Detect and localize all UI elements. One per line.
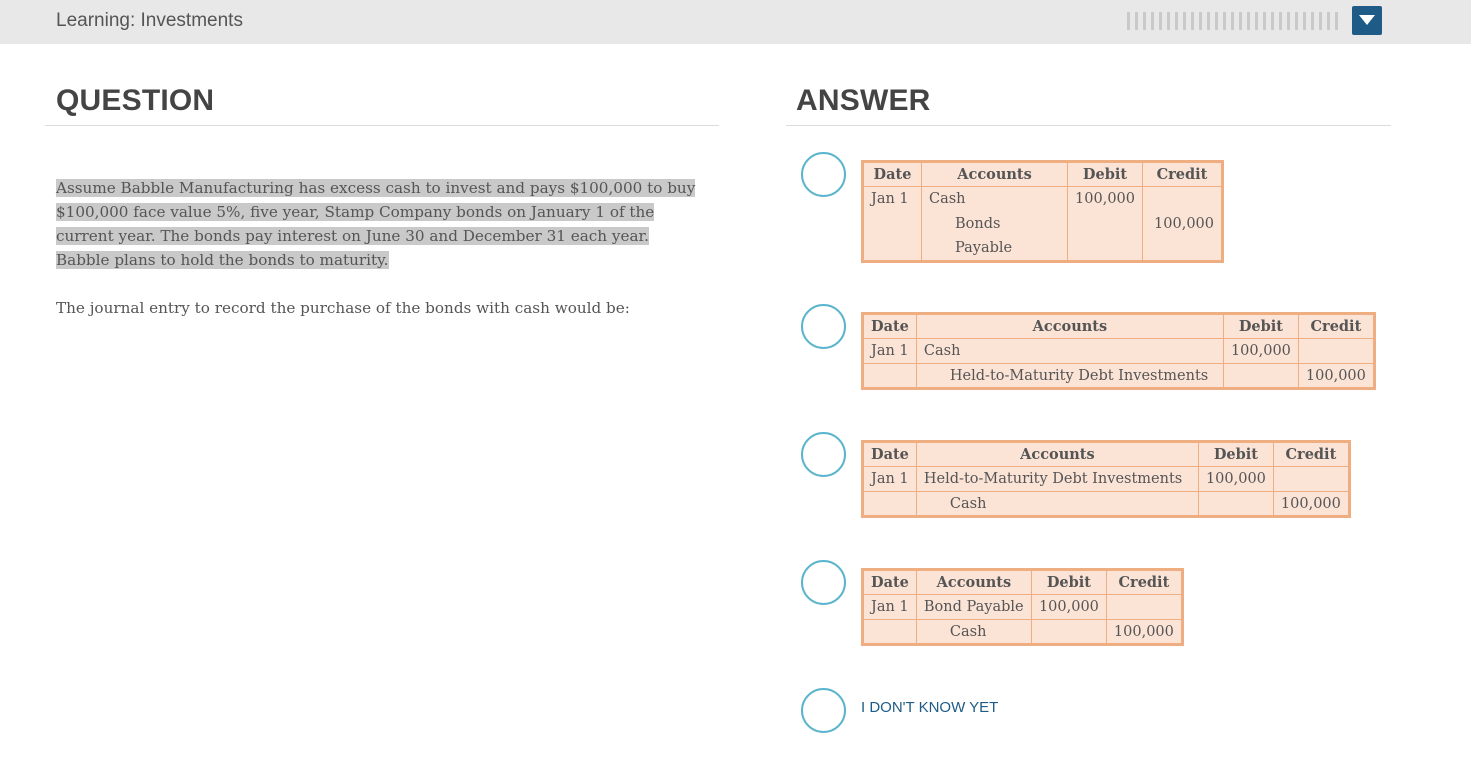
answer-heading: ANSWER: [796, 84, 931, 117]
caret-down-icon: [1359, 15, 1375, 25]
option-d-radio[interactable]: [801, 560, 846, 605]
header-date: Date: [863, 442, 917, 467]
cell-credit-account: Held-to-Maturity Debt Investments: [916, 364, 1223, 389]
option-b-table[interactable]: [861, 312, 1376, 390]
question-divider: [45, 125, 719, 126]
progress-bar: [1127, 12, 1341, 30]
header-date: Date: [863, 570, 917, 595]
cell-date: Jan 1: [863, 339, 917, 364]
header-debit: Debit: [1198, 442, 1273, 467]
header-date: Date: [863, 314, 917, 339]
cell-debit-account: Bond Payable: [916, 595, 1031, 620]
option-c-table[interactable]: [861, 440, 1351, 518]
cell-credit-account-cont: Payable: [922, 237, 1068, 262]
cell-credit-account: Bonds: [922, 212, 1068, 237]
question-prompt: The journal entry to record the purchase of the bonds with cash would be:: [56, 299, 630, 317]
cell-date: Jan 1: [863, 467, 917, 492]
cell-credit: 100,000: [1273, 492, 1349, 517]
cell-debit-account: Cash: [922, 187, 1068, 212]
option-c-radio[interactable]: [801, 432, 846, 477]
cell-credit-account: Cash: [916, 620, 1031, 645]
cell-credit: 100,000: [1298, 364, 1374, 389]
option-b-radio[interactable]: [801, 304, 846, 349]
header-credit: Credit: [1273, 442, 1349, 467]
top-bar: [0, 0, 1471, 44]
header-credit: Credit: [1106, 570, 1182, 595]
header-accounts: Accounts: [922, 162, 1068, 187]
header-debit: Debit: [1223, 314, 1298, 339]
cell-credit-account: Cash: [916, 492, 1198, 517]
header-debit: Debit: [1068, 162, 1143, 187]
header-debit: Debit: [1031, 570, 1106, 595]
answer-divider: [786, 125, 1391, 126]
dont-know-radio[interactable]: [801, 688, 846, 733]
header-accounts: Accounts: [916, 314, 1223, 339]
option-a-radio[interactable]: [801, 152, 846, 197]
option-d-table[interactable]: [861, 568, 1184, 646]
header-accounts: Accounts: [916, 442, 1198, 467]
header-credit: Credit: [1143, 162, 1223, 187]
cell-date: Jan 1: [871, 191, 909, 208]
dont-know-option[interactable]: I DON'T KNOW YET: [861, 699, 999, 716]
header-accounts: Accounts: [916, 570, 1031, 595]
cell-date: Jan 1: [863, 595, 917, 620]
option-a-table[interactable]: [861, 160, 1224, 263]
cell-credit: 100,000: [1143, 212, 1223, 237]
question-heading: QUESTION: [56, 84, 215, 117]
cell-credit: 100,000: [1106, 620, 1182, 645]
cell-debit: 100,000: [1198, 467, 1273, 492]
header-credit: Credit: [1298, 314, 1374, 339]
cell-debit: 100,000: [1031, 595, 1106, 620]
question-text: Assume Babble Manufacturing has excess cash to invest and pays $100,000 to buy $100,000 face value 5%, five year, Stamp Company bonds on January 1 of the current year. The bonds pay interest on June 30 and December 31 each year. Babble plans to hold the bonds to maturity.: [56, 179, 696, 269]
page-title: Learning: Investments: [56, 10, 243, 31]
header-date: Date: [863, 162, 922, 187]
cell-debit-account: Cash: [916, 339, 1223, 364]
menu-dropdown-button[interactable]: [1352, 6, 1382, 35]
cell-debit: 100,000: [1223, 339, 1298, 364]
cell-debit-account: Held-to-Maturity Debt Investments: [916, 467, 1198, 492]
cell-debit: 100,000: [1068, 187, 1143, 212]
